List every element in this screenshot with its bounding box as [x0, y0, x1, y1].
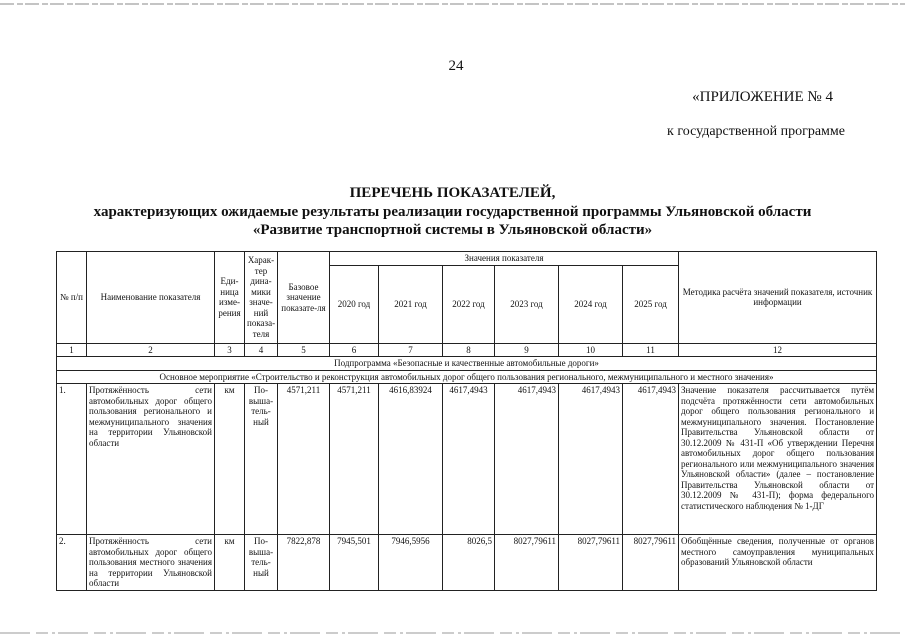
column-number: 1 — [57, 343, 87, 357]
unit: км — [215, 384, 245, 535]
appendix-title: «ПРИЛОЖЕНИЕ № 4 — [692, 89, 833, 105]
value-2022: 8026,5 — [443, 535, 495, 591]
header-character: Харак-тер дина-мики значе-ний показа-теля — [245, 252, 278, 344]
column-number: 4 — [245, 343, 278, 357]
value-2025: 4617,4943 — [623, 384, 679, 535]
main-activity-row — [57, 370, 877, 384]
header-year: 2020 год — [330, 265, 379, 343]
header-row-top — [57, 252, 877, 266]
column-number: 10 — [559, 343, 623, 357]
table-row — [57, 384, 877, 535]
row-num: 2. — [57, 535, 87, 591]
value-2021: 7946,5956 — [379, 535, 443, 591]
header-unit: Еди-ница изме-рения — [215, 252, 245, 344]
base-value: 7822,878 — [278, 535, 330, 591]
column-number: 3 — [215, 343, 245, 357]
program-name: «Развитие транспортной системы в Ульяновской области» — [252, 222, 653, 238]
value-2021: 4616,83924 — [379, 384, 443, 535]
header-name: Наименование показателя — [87, 252, 215, 344]
header-year: 2022 год — [443, 265, 495, 343]
header-base: Базовое значение показате-ля — [278, 252, 330, 344]
value-2025: 8027,79611 — [623, 535, 679, 591]
column-numbers-row — [57, 343, 877, 357]
column-number: 12 — [679, 343, 877, 357]
method-description: Обобщённые сведения, полученные от органов местного самоуправления муниципальных образований Ульяновской области — [679, 535, 877, 591]
value-2023: 8027,79611 — [495, 535, 559, 591]
document-title: ПЕРЕЧЕНЬ ПОКАЗАТЕЛЕЙ, — [349, 185, 556, 201]
character: По-выша-тель-ный — [245, 384, 278, 535]
column-number: 7 — [379, 343, 443, 357]
row-num: 1. — [57, 384, 87, 535]
indicators-table — [56, 251, 877, 591]
header-method: Методика расчёта значений показателя, источник информации — [679, 252, 877, 344]
subprogram-title: Подпрограмма «Безопасные и качественные автомобильные дороги» — [57, 357, 877, 371]
column-number: 9 — [495, 343, 559, 357]
document-subtitle: характеризующих ожидаемые результаты реализации государственной программы Ульяновской области — [93, 204, 812, 220]
header-values-group: Значения показателя — [330, 252, 679, 266]
column-number: 5 — [278, 343, 330, 357]
value-2020: 7945,501 — [330, 535, 379, 591]
scan-artifact-top — [0, 2, 905, 8]
header-year: 2023 год — [495, 265, 559, 343]
subprogram-row — [57, 357, 877, 371]
header-year: 2024 год — [559, 265, 623, 343]
header-year: 2025 год — [623, 265, 679, 343]
indicator-name: Протяжённость сети автомобильных дорог общего пользования местного значения на территории Ульяновской области — [87, 535, 215, 591]
page-number: 24 — [448, 58, 464, 74]
value-2023: 4617,4943 — [495, 384, 559, 535]
value-2024: 4617,4943 — [559, 384, 623, 535]
table-row — [57, 535, 877, 591]
character: По-выша-тель-ный — [245, 535, 278, 591]
header-year: 2021 год — [379, 265, 443, 343]
column-number: 11 — [623, 343, 679, 357]
appendix-subtitle: к государственной программе — [667, 124, 845, 139]
scan-artifact-bottom — [0, 628, 905, 638]
column-number: 6 — [330, 343, 379, 357]
base-value: 4571,211 — [278, 384, 330, 535]
header-num: № п/п — [57, 252, 87, 344]
value-2024: 8027,79611 — [559, 535, 623, 591]
value-2020: 4571,211 — [330, 384, 379, 535]
method-description: Значение показателя рассчитывается путём подсчёта протяжённости сети автомобильных дорог общего пользования регионального и межмуниципального значения. Постановление Правительства Ульяновской области от 30.12.2009 № 431-П «Об утверждении Перечня автомобильных дорог общего пользования регионального или межмуниципального значения Ульяновской области» (далее – постановление Правительства Ульяновской области от 30.12.2009 № 431-П); форма федерального статистического наблюдения № 1-ДГ — [679, 384, 877, 535]
value-2022: 4617,4943 — [443, 384, 495, 535]
main-activity-title: Основное мероприятие «Строительство и реконструкция автомобильных дорог общего пользования регионального, межмуниципального и местного значения» — [57, 370, 877, 384]
unit: км — [215, 535, 245, 591]
column-number: 2 — [87, 343, 215, 357]
column-number: 8 — [443, 343, 495, 357]
indicator-name: Протяжённость сети автомобильных дорог общего пользования регионального и межмуниципального значения на территории Ульяновской области — [87, 384, 215, 535]
